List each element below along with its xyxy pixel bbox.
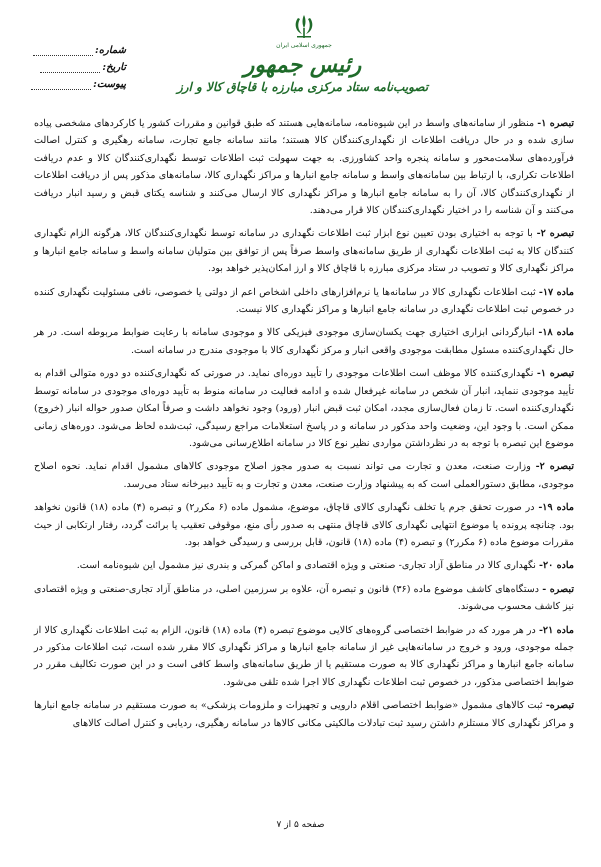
clause-label: تبصره- [545, 700, 574, 712]
clause-text: ثبت کالاهای مشمول «ضوابط اختصاصی اقلام دارویی و تجهیزات و ملزومات پزشکی» به صورت مستقیم در سامانه جامع انبارها و مراکز نگهداری کالا مستلزم داشتن رسید ثبت تبادلات مالکیتی مکانی کالاها در سامانه رهگیری، ردیابی و کنترل اصالت کالاهای [34, 700, 574, 729]
paragraph [34, 499, 574, 551]
paragraph [34, 697, 574, 732]
clause-text: با توجه به اختیاری بودن تعیین نوع ابزار ثبت اطلاعات نگهداری در سامانه توسط نگهداری‌کنندگان کالا، هرگونه الزام نگهداری کنندگان کالا به ثبت اطلاعات نگهداری از طریق سامانه‌های واسط صرفاً پس از توافق بین متولیان سامانه واسط و سامانه جامع انبارها و مراکز نگهداری کالا و تصویب در ستاد مرکزی مبارزه با قاچاق کالا و ارز امکان‌پذیر خواهد بود. [34, 228, 574, 275]
clause-label: ماده ۱۸- [538, 327, 574, 339]
number-field [26, 42, 126, 59]
paragraph [34, 458, 574, 493]
paragraph [34, 557, 574, 574]
letterhead-subtitle: تصویب‌نامه ستاد مرکزی مبارزه با قاچاق کالا و ارز [176, 80, 429, 94]
clause-label: ماده ۲۰- [539, 560, 574, 572]
number-line [33, 46, 93, 56]
clause-text: در هر مورد که در ضوابط اختصاصی گروه‌های کالایی موضوع تبصره (۴) ماده (۱۸) قانون، الزام به ثبت اطلاعات نگهداری کالا از جمله موجودی، ورود و خروج در سامانه‌هایی غیر از سامانه جامع انبارها و مراکز نگهداری کالا مقرر شده است، ثبت اطلاعات مذکور در سامانه جامع انبارها و مراکز نگهداری کالا به صورت مستقیم یا از طریق سامانه‌های واسط کافی است و در این صورت تکالیف مقرر در ضوابط اختصاصی مذکور، در خصوص ثبت اطلاعات نگهداری کالا اجرا شده تلقی می‌شود. [34, 624, 574, 688]
paragraph [34, 622, 574, 692]
attachment-label: پیوست: [93, 79, 126, 90]
clause-text: نگهداری‌کننده کالا موظف است اطلاعات موجودی را تأیید دوره‌ای نماید. در صورتی که نگهداری‌کننده دو دوره متوالی اقدام به تأیید موجودی ننماید، انبار آن شخص در سامانه غیرفعال شده و ادامه فعالیت در سامانه منوط به تأیید دوره‌ای موجودی در سامانه توسط نگهداری‌کننده است. تا زمان فعال‌سازی مجدد، امکان ثبت قبض انبار (ورود) وجود نخواهد داشت و صرفاً امکان صدور حواله انبار (خروج) ممکن است. با وجود این، وضعیت واحد مذکور در سامانه و در پاسخ استعلامات مراجع رسیدگی، ثبت‌شده لحاظ می‌شود. دوره‌های زمانی موضوع این تبصره با توجه به در نظرداشتن مواردی نظیر نوع کالا در سامانه اطلاع‌رسانی می‌شود. [34, 368, 574, 449]
date-line [40, 63, 100, 73]
clause-label: ماده ۲۱- [538, 624, 574, 636]
paragraph [34, 581, 574, 616]
page-number: صفحه ۵ از ۷ [276, 820, 325, 830]
emblem-caption: جمهوری اسلامی ایران [276, 42, 332, 49]
clause-text: وزارت صنعت، معدن و تجارت می تواند نسبت به صدور مجوز اصلاح موجودی کالاهای مشمول اقدام نماید. نحوه اصلاح موجودی، مطابق دستورالعملی است که به پیشنهاد وزارت صنعت، معدن و تجارت و به تأیید دبیرخانه ستاد می‌رسد. [34, 461, 574, 490]
paragraph [34, 284, 574, 319]
attachment-field [26, 76, 126, 93]
letter-meta-fields [26, 42, 126, 93]
number-label: شماره: [95, 45, 126, 56]
clause-label: تبصره ۱- [536, 368, 575, 380]
date-field [26, 59, 126, 76]
paragraph [34, 365, 574, 452]
clause-label: تبصره ۱- [537, 118, 575, 129]
clause-label: تبصره ۲- [535, 461, 574, 473]
letterhead-title: رئیس جمهور [243, 52, 362, 78]
attachment-line [31, 80, 91, 90]
paragraph [34, 115, 574, 219]
clause-text: نگهداری کالا در مناطق آزاد تجاری- صنعتی و ویژه اقتصادی و اماکن گمرکی و بندری نیز مشمول این شیوه‌نامه است. [76, 560, 539, 572]
paragraph [34, 225, 574, 277]
clause-text: ثبت اطلاعات نگهداری کالا در سامانه‌ها یا نرم‌افزارهای داخلی اشخاص اعم از دولتی یا خصوصی، نافی مسئولیت نگهداری کننده در خصوص ثبت اطلاعات نگهداری در سامانه جامع انبارها و مراکز نگهداری کالا نیست. [34, 286, 574, 316]
clause-text: دستگاه‌های کاشف موضوع ماده (۳۶) قانون و تبصره آن، علاوه بر سرزمین اصلی، در مناطق آزاد تجاری-صنعتی و ویژه اقتصادی نیز کاشف محسوب می‌شوند. [34, 583, 574, 613]
clause-text: در صورت تحقق جرم یا تخلف نگهداری کالای قاچاق، موضوع، مشمول ماده (۶ مکرر۲) و تبصره (۴) ماده (۱۸) قانون نخواهد بود. چنانچه پرونده یا موضوع انتهایی نگهداری کالای قاچاق منتهی به صدور رأی منع، موقوفی تعقیب یا برائت گردد، رفتار ارتکابی از حیث مقررات موضوع ماده (۶ مکرر۲) و تبصره (۴) ماده (۱۸) قانون، قابل بررسی و رسیدگی خواهد بود. [34, 502, 574, 548]
paragraph [34, 324, 574, 359]
clause-text: منظور از سامانه‌های واسط در این شیوه‌نامه، سامانه‌هایی هستند که طبق قوانین و مقررات کشور یا کارکردهای مشخصی پیاده سازی شده و در حال دریافت اطلاعات از نگهداری‌کنندگان کالا هستند؛ مانند سامانه جامع تجارت، سامانه رهگیری و کنترل اصالت فرآورده‌های سلامت‌محور و سامانه پنجره واحد کشاورزی. به جهت سهولت ثبت اطلاعات توسط نگهداری‌کنندگان کالا و عدم دریافت اطلاعات تکراری، با ارتباط بین سامانه‌های واسط و سامانه جامع انبارها و مراکز نگهداری کالا، سامانه‌های مذکور پس از دریافت اطلاعات از نگهداری‌کنندگان کالا، آن را به سامانه جامع انبارها و مراکز نگهداری کالا ارسال می‌کنند و شناسه یکتای قبض و رسید انبار دریافت می‌کنند و آن شناسه را در اختیار نگهداری‌کنندگان کالا قرار می‌دهند. [34, 118, 574, 217]
clause-label: تبصره - [542, 583, 574, 595]
clause-label: ماده ۱۷- [538, 286, 574, 298]
clause-text: انبارگردانی ابزاری اختیاری جهت یکسان‌سازی موجودی فیزیکی کالا و موجودی سامانه با رعایت ضوابط مربوطه است. در هر حال نگهداری‌کننده مسئول مطابقت موجودی واقعی انبار و مرکز نگهداری کالا با موجودی مندرج در سامانه است. [34, 327, 574, 356]
clause-label: ماده ۱۹- [538, 502, 574, 514]
iran-emblem-icon [289, 12, 319, 42]
clause-label: تبصره ۲- [536, 228, 575, 240]
document-body [34, 115, 574, 738]
date-label: تاریخ: [102, 62, 126, 73]
